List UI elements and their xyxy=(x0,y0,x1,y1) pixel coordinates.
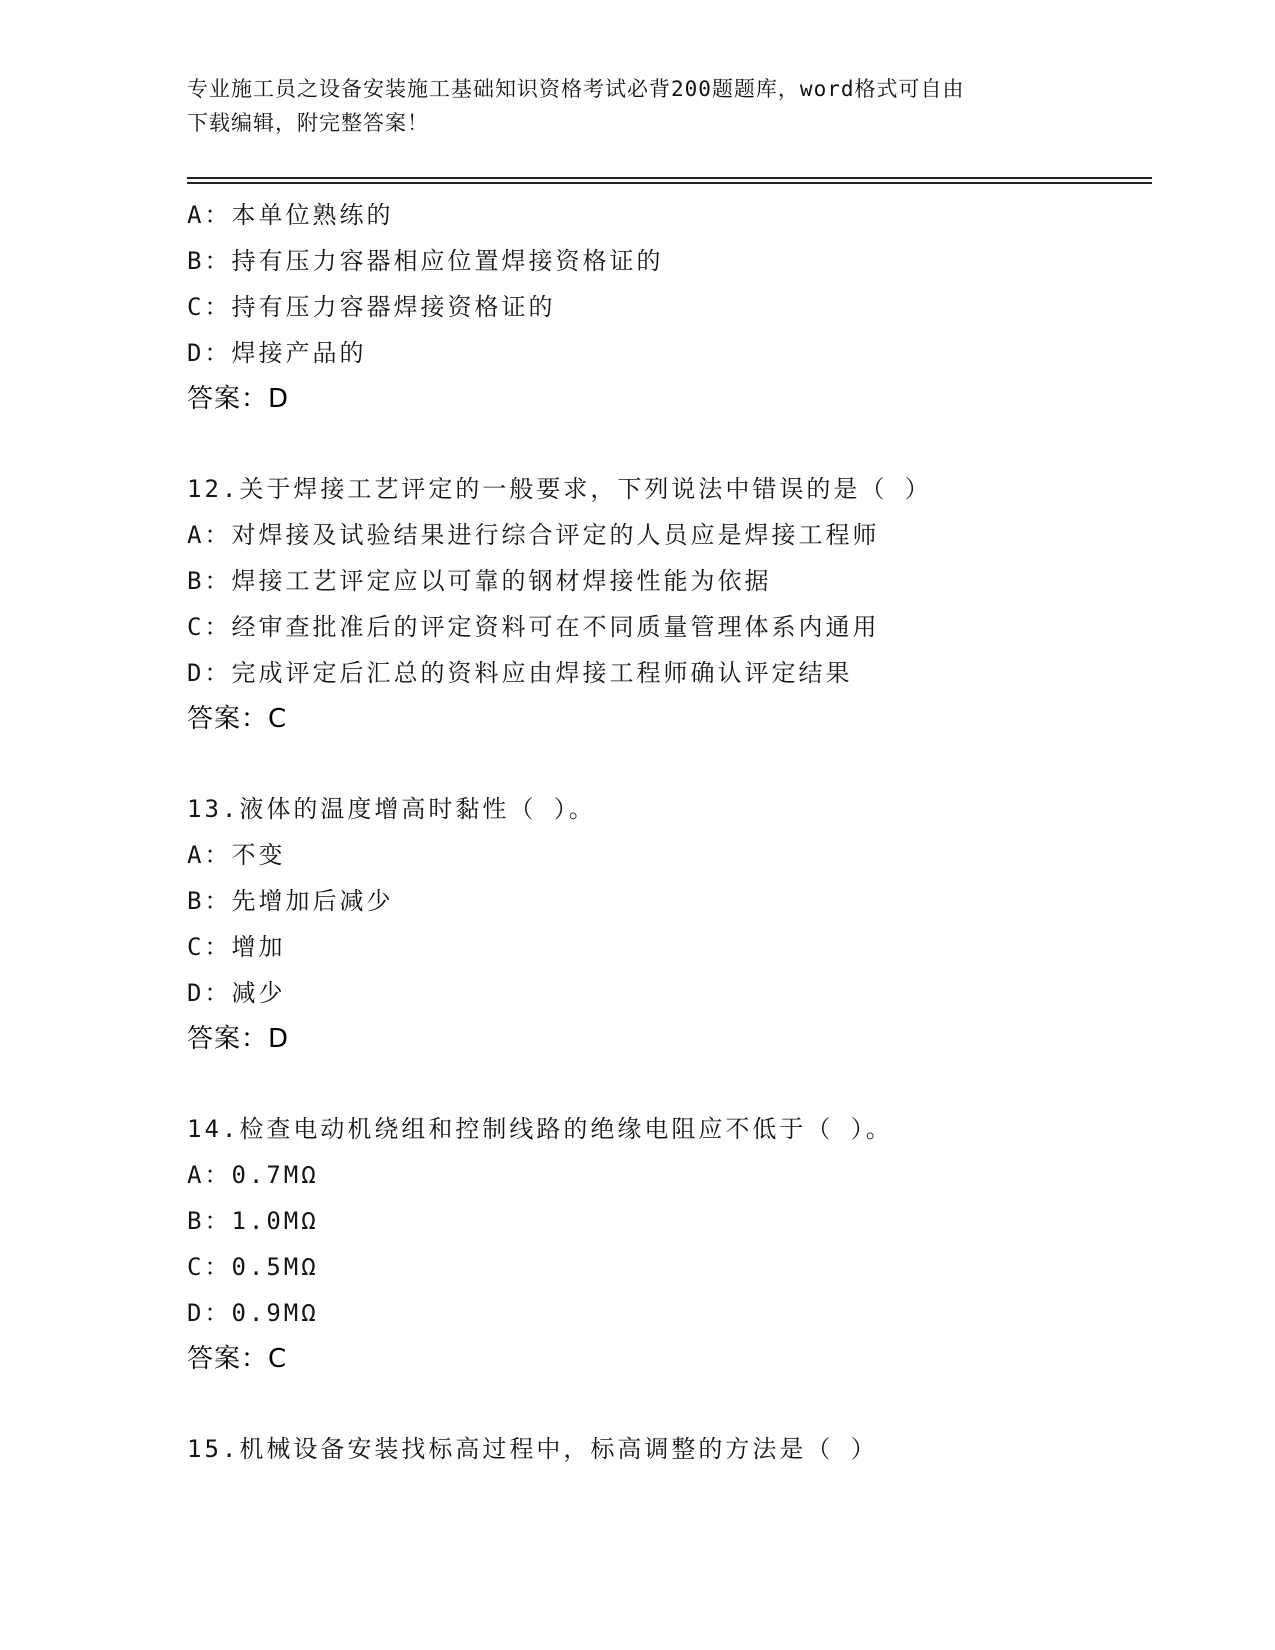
option-a: A：对焊接及试验结果进行综合评定的人员应是焊接工程师 xyxy=(187,521,880,549)
answer-label: 答案：C xyxy=(187,704,288,734)
question-text: 15.机械设备安装找标高过程中，标高调整的方法是（ ） xyxy=(187,1435,878,1463)
header-divider-bottom xyxy=(187,182,1152,184)
option-d: D：减少 xyxy=(187,979,286,1007)
option-c: C：0.5MΩ xyxy=(187,1253,319,1281)
option-c: C：增加 xyxy=(187,933,286,961)
option-d: D：完成评定后汇总的资料应由焊接工程师确认评定结果 xyxy=(187,659,853,687)
question-text: 13.液体的温度增高时黏性（ ）。 xyxy=(187,795,596,823)
option-b: B：焊接工艺评定应以可靠的钢材焊接性能为依据 xyxy=(187,567,772,595)
question-block xyxy=(187,1426,1152,1472)
option-a: A：本单位熟练的 xyxy=(187,201,394,229)
header-divider-top xyxy=(187,177,1152,179)
spacer xyxy=(187,1382,1152,1426)
option-b: B：持有压力容器相应位置焊接资格证的 xyxy=(187,247,664,275)
option-a: A：0.7MΩ xyxy=(187,1161,319,1189)
question-block xyxy=(187,786,1152,1062)
document-header xyxy=(187,72,1077,140)
option-d: D：焊接产品的 xyxy=(187,339,367,367)
option-d: D：0.9MΩ xyxy=(187,1299,319,1327)
option-c: C：经审查批准后的评定资料可在不同质量管理体系内通用 xyxy=(187,613,880,641)
header-line-1: 专业施工员之设备安装施工基础知识资格考试必背200题题库，word格式可自由 xyxy=(187,77,965,101)
answer-label: 答案：C xyxy=(187,1344,288,1374)
spacer xyxy=(187,742,1152,786)
option-c: C：持有压力容器焊接资格证的 xyxy=(187,293,556,321)
answer-label: 答案：D xyxy=(187,1024,290,1054)
question-block xyxy=(187,466,1152,742)
question-text: 12.关于焊接工艺评定的一般要求，下列说法中错误的是（ ） xyxy=(187,475,932,503)
question-list xyxy=(187,192,1152,1472)
option-b: B：1.0MΩ xyxy=(187,1207,319,1235)
option-a: A：不变 xyxy=(187,841,286,869)
answer-label: 答案：D xyxy=(187,384,290,414)
question-text: 14.检查电动机绕组和控制线路的绝缘电阻应不低于（ ）。 xyxy=(187,1115,893,1143)
header-line-2: 下载编辑，附完整答案！ xyxy=(187,111,429,135)
question-block xyxy=(187,1106,1152,1382)
question-block xyxy=(187,192,1152,422)
spacer xyxy=(187,422,1152,466)
spacer xyxy=(187,1062,1152,1106)
option-b: B：先增加后减少 xyxy=(187,887,394,915)
